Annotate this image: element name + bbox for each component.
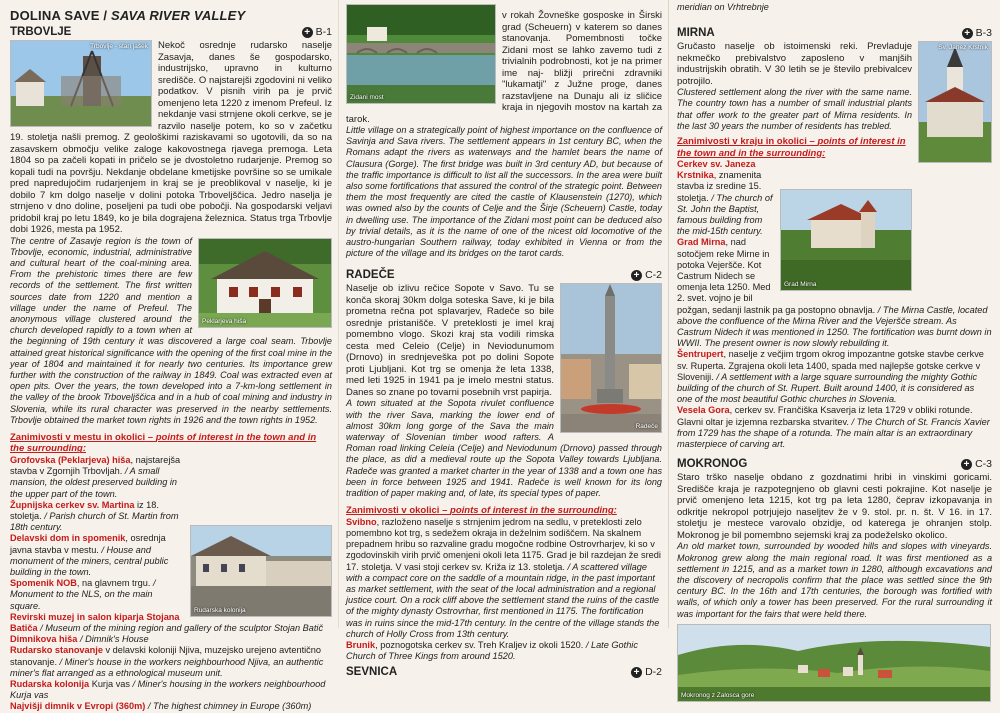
photo-grad-mirna — [780, 189, 912, 291]
mirna-poi-title: Zanimivosti v kraju in okolici – points of interest in the town and in the surrounding: — [677, 136, 906, 159]
poi-desc-sl: , na glavnem trgu. — [76, 578, 151, 589]
map-code-text: D-2 — [645, 666, 662, 679]
poi-item — [346, 640, 662, 662]
column-trbovlje — [0, 0, 338, 712]
photo-peklarjeva-image — [199, 239, 331, 327]
poi-name: Spomenik NOB — [10, 578, 77, 589]
photo-trbovlje-shaft — [10, 40, 152, 127]
map-code-radece — [631, 269, 662, 281]
poi-desc-en: / A small mansion, the oldest preserved building in the upper part of the town. — [10, 466, 178, 499]
section-mirna-header — [677, 27, 992, 39]
photo-caption: Rudarska kolonija — [194, 606, 246, 614]
poi-name: Najvišji dimnik v Evropi (360m) — [10, 701, 146, 712]
town-name-mirna: MIRNA — [677, 27, 715, 40]
mirna-text-en: Clustered settlement along the river with the same name. The country town has a number of small industrial plants that offer work to the greater part of Mirna residents. In the last 30 years the number of residents has trebled. — [677, 87, 912, 131]
poi-title-en: points of interest in the town and in the surrounding: — [677, 136, 906, 159]
poi-title-sl: Zanimivosti v kraju in okolici — [677, 136, 807, 148]
photo-caption: Grad Mirna — [784, 281, 817, 289]
section-trbovlje-header — [10, 26, 332, 38]
radece-poi-title: Zanimivosti v okolici – points of interest in the surrounding: — [346, 505, 617, 517]
photo-caption: Sv. Janez Krstnik — [938, 44, 988, 52]
photo-caption: Trbovlje - stari jašek — [90, 43, 148, 50]
poi-item — [346, 517, 662, 640]
plus-icon: + — [962, 28, 973, 39]
radece-text-en: A town situated at the Sopota rivulet confluence with the river Sava, marking the lower end of almost 30km long gorge of the Sava the main waterway of Slovenian timber wood rafters. A Roman road linking Celeia (Celje) and Neviodunum (Drnovo) passed through the place, as did a medieval route up the Sopota Valley towards Ljubljana. Radeče was granted a market charter in the year of 1338 and a town one has been in force between 1925 and 1941. Radeče is well known for its long tradition of paper making and, of late, its special types of paper. — [346, 398, 662, 499]
poi-item — [10, 701, 332, 712]
mokronog-text-en: An old market town, surrounded by wooded hills and slopes with vineyards. Mokronog grew along the main regional road. It was first mentioned as a settlement in 1215, and as a market town in 1280, although excavations and the discovery of necropolis confirm that the place was settled since the 9th century BC. In the 16th and 17th centuries, the borough was fortified with walls, of which only a tower has been preserved. For the rural surrounding it was important for the fairs that were held there. — [677, 541, 992, 619]
photo-zidani-most-image — [347, 5, 495, 103]
poi-desc-sl: , osrednja javna stavba v mestu. — [10, 533, 166, 555]
photo-zidani-most — [346, 4, 496, 104]
trbovlje-text-sl: Nekoč osrednje rudarsko naselje Zasavja, danes še gospodarsko, industrijsko, upravno in kulturno središče. O najstarejši zgodovini ni veliko podatkov. V pisnih virih pa je prvič omenjeno leta 1220 z imenom Prefeul. Iz nekdanje vasi strnjene okoli cerkve, se je razvilo naselje potem, ko so v začetku 19. stoletja našli premog. Z geološkimi raziskavami so ugotovili, da so na zasavskem območju velike zaloge kakovostnega rjavega premoga. Leta 1804 so pa začeli kopati in pričelo se je dvostoletno rudarjenje. Premog so kopali tudi na površju. Nekdanje obdelane kmetijske površine so se umikale pred napredujočim rudarjenjem in kraj se je preoblikoval v naselje, ki je dobilo 7 km dolgo naselje v dolini potoka Trboveljščica. Jedro naselja je strnjeno v dno doline, poseljeni pa tudi obe pobočji. Na gospodarski veljavi pridobil kraj po letu 1849, ko je bila dograjena železnica. Status trga Trbovlje dobi 1926, mesta pa 1952. — [10, 40, 332, 235]
poi-desc-en: / A scattered village with a compact core on the saddle of a mountain ridge, in the past important as market settlement, with the seat of the local administration and a regional justice court. On a rock cliff above the settlement stand the ruins of the castle of the mighty dynasty Ostrovrhar, first mentioned in 1175. The fortification was in ruins since the mid-17th century. In the centre of the village stands the church of Holly Cross from 13th century. — [346, 561, 660, 639]
poi-name: Župnijska cerkev sv. Martina — [10, 499, 135, 510]
poi-desc-sl: iz 18. stoletja. — [10, 499, 159, 521]
poi-desc-en: / The Mirna Castle, located above the confluence of the Mirna River and the Vejeršče stream. As Castrum Nidech it was mentioned in 1250. The fortification was burnt down in WWII. The present owner is now slowly rebuilding it. — [677, 304, 992, 349]
poi-name: Grofovska (Peklarjeva) hiša — [10, 454, 131, 465]
poi-desc-en: / Miner's house in the workers neighbourhood Njiva, an authentic miner's flat arranged as a ethnological museum unit. — [10, 656, 324, 678]
poi-item — [10, 679, 332, 701]
poi-desc-en: / A settlement with a large square surrounding the mighty Gothic building of the church of St. Rupert. Built around 1400, it is considered as one of the most beautiful Gothic churches in Slovenia. — [677, 371, 978, 405]
poi-item — [10, 455, 332, 500]
mirna-text-sl: Gručasto naselje ob istoimenski reki. Prevladuje nekmečko prebivalstvo zaposleno v manjših industrijskih obratih. V 30 letih se je število prebivalcev potrojilo. — [677, 41, 912, 87]
poi-title-en: points of interest in the town and in the surrounding: — [10, 431, 317, 455]
poi-name: Svibno — [346, 516, 377, 527]
trbovlje-text-en: The centre of Zasavje region is the town of Trbovlje, economic, industrial, administrative and cultural heart of the coal-mining area. From the prehistoric times there are few records of the settlement. The first written sources date from 1220 and mention a village under the name of Prefeul. The anonymous village clustered around the church developed rapidly to a town when at the beginning of 19th century it was discovered a large coal seam. Trbovlje attained great historical significance with the opening of the first coal mine in the year of 1804 and maintained it for nearly two centuries. Its importance grew further with the construction of the railway in 1849. Coal was extracted even at open pits. Over the years, the town developed into a 7-km-long settlement in the valley of the brook Trboveljščica and in a hub of coal mining and industry in Slovenia, while its rural character was preserved in the nearby settlements. Trbovlje obtained the market town rights in 1926 and the town rights in 1952. — [10, 235, 332, 425]
poi-item — [677, 349, 992, 405]
radece-text-sl: Naselje ob izlivu rečice Sopote v Savo. Tu se konča skoraj 30km dolga soteska Save, ki je bila prometna rečna pot splavarjev, Radeče so bile osrednje pristanišče. V preteklosti je imel kraj pomembno vlogo. Skozi kraj sta vodili rimska cesta med Celeio (Celje) in Neviodunumom (Drnovo) in srednjeveška pot po dolini Sopote proti Ljubljani. Kot trg se omenja že leta 1338, med leti 1925 in 1941 pa je imelo mestni status. Danes so znane po tovarni posebnih vrst papirja. — [346, 283, 554, 398]
poi-desc-sl: , razloženo naselje s strnjenim jedrom na sedlu, v preteklosti zelo pomembno kot trg, s sedežem okraja in deželnim sodiščem. Na skalnem prepadnem hribu so razvaline gradu mogočne rodbine Ostrovrharjev, ki so v zgodovinskih virih prvič omenjeni okoli leta 1175. Grad je bil razdejan že sredi 17. stoletja. V vasi stoji cerkev sv. Križa iz 13. stoletja. — [346, 516, 661, 572]
poi-name: Dimnikova hiša — [10, 634, 78, 645]
poi-name: Rudarsko stanovanje — [10, 645, 103, 656]
town-name-sevnica: SEVNICA — [346, 666, 398, 679]
header-title-en: SAVA RIVER VALLEY — [111, 8, 246, 23]
plus-icon: + — [631, 270, 642, 281]
photo-mokronog — [677, 624, 991, 702]
photo-mokronog-image — [678, 625, 990, 701]
poi-desc-en: / Miner's housing in the workers neighbourhood Kurja vas — [10, 679, 326, 701]
poi-item — [10, 645, 332, 679]
poi-item — [677, 405, 992, 450]
poi-desc-sl: , nad sotočjem reke Mirne in potoka Vejeršče. Kot Castrum Nidech se omenja leta 1250. Med 2. svet. vojno je bil požgan, sedanji lastnik pa ga postopno obnavlja. — [677, 237, 876, 315]
photo-caption: Zidani most — [350, 94, 384, 101]
plus-icon: + — [961, 459, 972, 470]
continued-text: meridian on Vrhtrebnje — [677, 2, 769, 12]
trbovlje-poi-title: Zanimivosti v mestu in okolici – points of interest in the town and in the surrounding: — [10, 431, 317, 455]
poi-desc-en: / The Church of St. Francis Xavier from 1729 has the shape of a rotunda. The main altar is an extraordinary masterpiece of carving art. — [677, 416, 990, 450]
zidani-most-text-en: Little village on a strategically point of highest importance on the confluence of Savinja and Sava rivers. The settlement appears in 1st century BC, when the Romans adapt the rivers as waterways and the hamlet bears the name of Clausura (Gorge). The first bridge was built in 3rd century AD, but because of the traffic importance is difficult to list all the successors. In the area were built also some fortifications that assured the control of the strategic point. Between them the most frequently are cited the castle of Klausenstein (1270), which was owned also by the counts of Celje and the Širje (Scheuern) Castle, today in dwelling use. The importance of the Zidani most point can be deduced also by trivial details, as it is the name of one of the nicest old locomotive of the austro-hungarian Southern railway, today exhibited in Vienna or from the picture of the village and its bridges on the tarot cards. — [346, 125, 662, 259]
poi-name: Revirski muzej in salon kiparja Stojana Batiča — [10, 611, 180, 633]
mokronog-text-sl: Staro trško naselje obdano z gozdnatimi hribi in vinskimi goricami. Središče kraja je razpotegnjeno ob glavni cesti pokrajine. Kot naselje je prvič omenjeno leta 1215, kot trg pa leta 1280, čeprav izkopavanja in odkritje nekropol potrjujejo naseljtev že v 9. stol. pr. n. št. V 16. in 17. stoletju je mestece varovalo obzidje, od katerega je ohranjen stolp. Mokronog je bil pomembno sejemski kraj za podeželsko okolico. — [677, 472, 992, 541]
plus-icon: + — [631, 667, 642, 678]
poi-name: Šentrupert — [677, 349, 724, 360]
poi-desc-sl: , znamenita stavba iz sredine 15. stoletja. — [677, 170, 762, 203]
town-name-radece: RADEČE — [346, 269, 395, 282]
poi-title-sl: Zanimivosti v okolici — [346, 505, 440, 517]
photo-church-mirna — [918, 41, 992, 163]
header-title-sl: DOLINA SAVE — [10, 8, 100, 23]
map-code-sevnica — [631, 666, 662, 678]
column-zidani-most-radece — [338, 0, 668, 679]
poi-desc-en: / Monument to the NLS, on the main square. — [10, 578, 156, 611]
poi-desc-sl: , poznogotska cerkev sv. Treh Kraljev iz okoli 1520. — [375, 640, 584, 650]
poi-desc-en: / Dimnik's House — [77, 634, 149, 645]
poi-item — [10, 634, 332, 645]
zidani-most-text-sl: v rokah Žovneške gosposke in Širski grad (Scheuern) v katerem so danes stanovanja. Pomembnosti točke Zidani most se lahko zavemo tudi z trivialnih podrobnosti, kot je na primer ime naj- bližji prirečni zdravniki "lukamatji" z Južne proge, danes razstavljene na Dunaju ali iz sličice kraja in njegovih mostov na kartah za tarok. — [346, 10, 662, 125]
map-code-mokronog — [961, 458, 992, 470]
poi-name: Rudarska kolonija — [10, 679, 90, 690]
map-code-text: B-1 — [315, 26, 332, 38]
photo-grad-mirna-image — [781, 190, 911, 290]
poi-desc-en: / The church of St. John the Baptist, famous building from the mid-15th century. — [677, 192, 773, 237]
poi-desc-en: / The highest chimney in Europe (360m) — [145, 701, 312, 712]
poi-desc-en: / Museum of the mining region and gallery of the sculptor Stojan Batič — [37, 623, 324, 633]
map-code-mirna — [962, 27, 992, 39]
page-header: DOLINA SAVE / SAVA RIVER VALLEY — [10, 8, 246, 23]
poi-name: Grad Mirna — [677, 237, 726, 248]
radece-poi-list — [346, 517, 662, 663]
photo-caption: Radeče — [635, 423, 658, 431]
poi-name: Vesela Gora — [677, 405, 730, 416]
poi-title-en: points of interest in the surrounding: — [450, 505, 617, 517]
poi-desc-sl: , najstarejša stavba v Zgornjih Trbovljah. — [10, 454, 181, 477]
section-radece-header — [346, 269, 662, 281]
photo-rudarska-kolonija — [190, 525, 332, 617]
poi-desc-sl: Kurja vas — [89, 679, 130, 690]
poi-name: Delavski dom in spomenik — [10, 533, 126, 544]
poi-desc-en: / Late Gothic Church of Three Kings from around 1520. — [346, 640, 638, 662]
photo-caption: Mokronog z Zalosca gore — [681, 691, 755, 699]
poi-title-sl: Zanimivosti v mestu in okolici — [10, 431, 146, 443]
poi-desc-en: / House and monument of the miners, central public building in the town. — [10, 544, 169, 577]
town-name-trbovlje: TRBOVLJE — [10, 26, 72, 38]
poi-desc-sl: , naselje z večjim trgom okrog impozantne gotske stavbe cerkve sv. Ruperta. Zgrajena okoli leta 1400, spada med najlepše gotske cerkve v Sloveniji. — [677, 349, 984, 382]
section-sevnica-header — [346, 666, 662, 678]
map-code-text: C-3 — [975, 458, 992, 471]
plus-icon: + — [302, 27, 313, 38]
photo-caption: Peklarjeva hiša — [202, 317, 247, 325]
column-mirna-mokronog — [668, 0, 1000, 699]
town-name-mokronog: MOKRONOG — [677, 458, 748, 471]
photo-peklarjeva-hisa — [198, 238, 332, 328]
section-mokronog-header — [677, 458, 992, 470]
poi-name: Cerkev sv. Janeza Krstnika — [677, 159, 756, 181]
poi-desc-sl: , cerkev sv. Frančiška Ksaverja iz leta 1729 v obliki rotunde. Glavni oltar je izjemna rezbarska stvaritev. — [677, 405, 973, 427]
map-code-text: B-3 — [975, 27, 992, 40]
photo-kolonija-image — [191, 526, 331, 616]
poi-name: Brunik — [346, 640, 376, 650]
photo-radece-image — [561, 284, 661, 432]
map-code-text: C-2 — [645, 269, 662, 282]
photo-radece — [560, 283, 662, 433]
map-code-trbovlje — [302, 26, 332, 38]
poi-desc-sl: v delavski koloniji Njiva, muzejsko urejeno avtentično stanovanje. — [10, 645, 321, 667]
photo-church-image — [919, 42, 991, 162]
photo-trbovlje-shaft-image — [11, 41, 151, 126]
poi-desc-en: / Parish church of St. Martin from 18th century. — [10, 510, 179, 533]
